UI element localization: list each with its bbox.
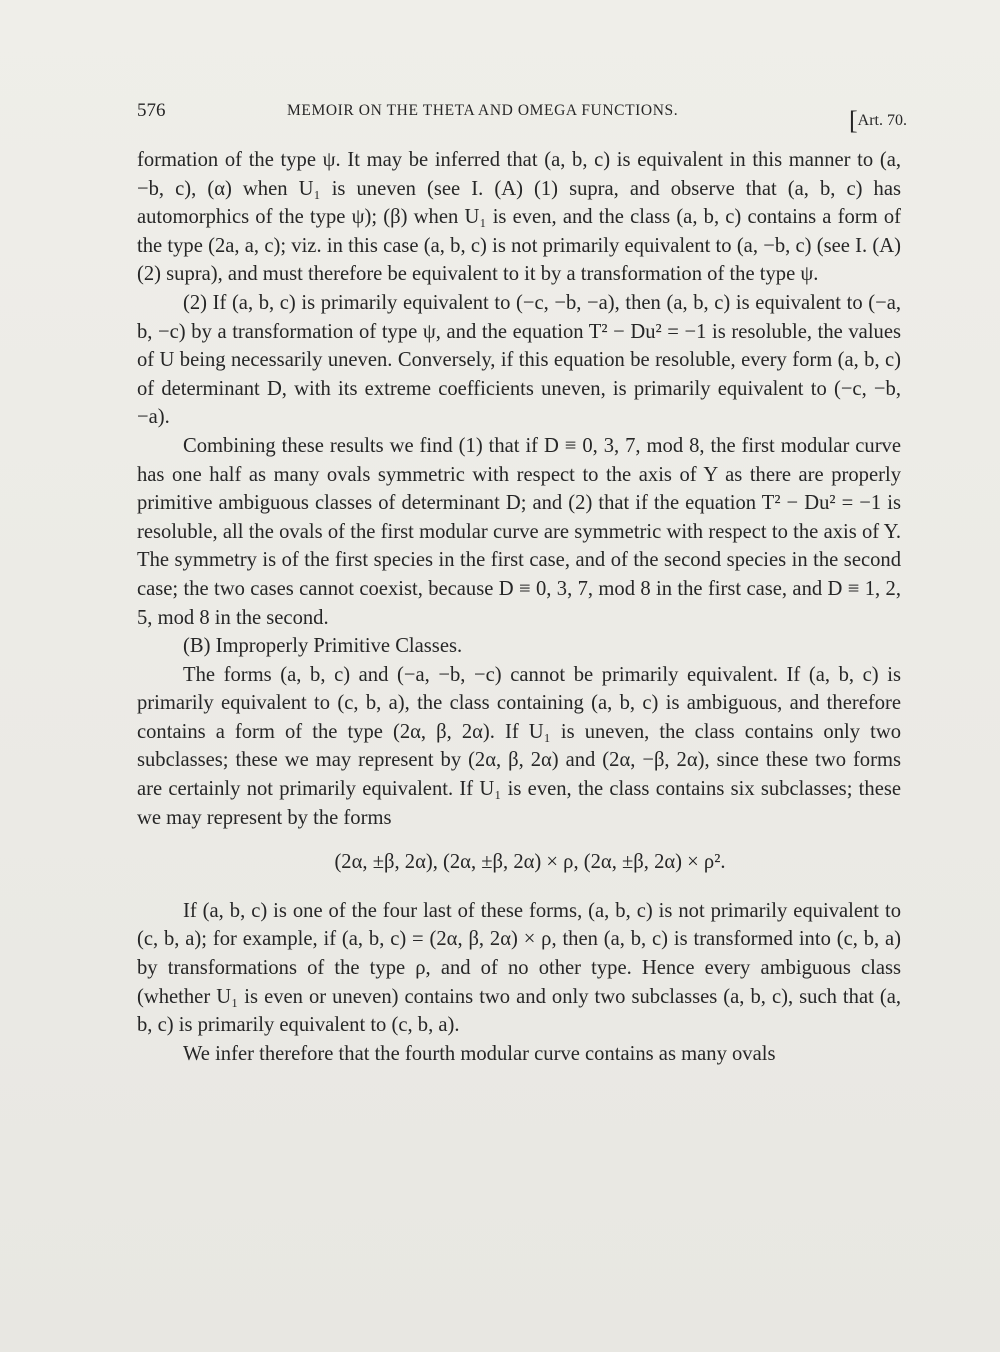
- display-formula: (2α, ±β, 2α), (2α, ±β, 2α) × ρ, (2α, ±β, 2α) × ρ².: [334, 851, 726, 874]
- paragraph-combining-results: Combining these results we find (1) that if D ≡ 0, 3, 7, mod 8, the first modular curve has one half as many ovals symmetric with respect to the axis of Y as there are properly primitive ambiguous classes of determinant D; and (2) that if the equation T² − Du² = −1 is resoluble, all the ovals of the first modular curve are symmetric with respect to the axis of Y. The symmetry is of the first species in the first case, and of the second species in the second case; the two cases cannot coexist, because D ≡ 0, 3, 7, mod 8 in the first case, and D ≡ 1, 2, 5, mod 8 in the second.: [137, 434, 901, 629]
- paragraph-continued: formation of the type ψ. It may be inferred that (a, b, c) is equivalent in this manner to (a, −b, c), (α) when U₁ is uneven (see I. (A) (1) supra, and observe that (a, b, c) has automorphics of the type ψ); (β) when U₁ is even, and the class (a, b, c) contains a form of the type (2a, a, c); viz. in this case (a, b, c) is not primarily equivalent to (a, −b, c) (see I. (A) (2) supra), and must therefore be equivalent to it by a transformation of the type ψ.: [137, 149, 901, 286]
- running-title: MEMOIR ON THE THETA AND OMEGA FUNCTIONS.: [287, 102, 679, 119]
- section-heading-improperly-primitive: (B) Improperly Primitive Classes.: [183, 635, 463, 658]
- paragraph-case-2: (2) If (a, b, c) is primarily equivalent to (−c, −b, −a), then (a, b, c) is equivalent to (−a, b, −c) by a transformation of type ψ, and the equation T² − Du² = −1 is resoluble, the values of U being necessarily uneven. Conversely, if this equation be resoluble, every form (a, b, c) of determinant D, with its extreme coefficients uneven, is primarily equivalent to (−c, −b, −a).: [137, 291, 901, 429]
- article-reference: [849, 102, 907, 135]
- paragraph-fourth-modular-curve: We infer therefore that the fourth modular curve contains as many ovals: [183, 1042, 776, 1065]
- paragraph-forms: The forms (a, b, c) and (−a, −b, −c) cannot be primarily equivalent. If (a, b, c) is primarily equivalent to (c, b, a), the class containing (a, b, c) is ambiguous, and therefore contains a form of the type (2α, β, 2α). If U₁ is uneven, the class contains only two subclasses; these we may represent by (2α, β, 2α) and (2α, −β, 2α), since these two forms are certainly not primarily equivalent. If U₁ is even, the class contains six subclasses; these we may represent by the forms: [137, 663, 901, 829]
- page-number: 576: [137, 100, 166, 121]
- article-label: Art. 70.: [857, 112, 907, 129]
- paragraph-four-last-forms: If (a, b, c) is one of the four last of these forms, (a, b, c) is not primarily equivalent to (c, b, a); for example, if (a, b, c) = (2α, β, 2α) × ρ, then (a, b, c) is transformed into (c, b, a) by transformations of the type ρ, and of no other type. Hence every ambiguous class (whether U₁ is even or uneven) contains two and only two subclasses (a, b, c), such that (a, b, c) is primarily equivalent to (c, b, a).: [137, 899, 901, 1037]
- open-bracket-glyph: [: [849, 106, 858, 135]
- running-head: [137, 98, 907, 134]
- body-text: [137, 146, 901, 1068]
